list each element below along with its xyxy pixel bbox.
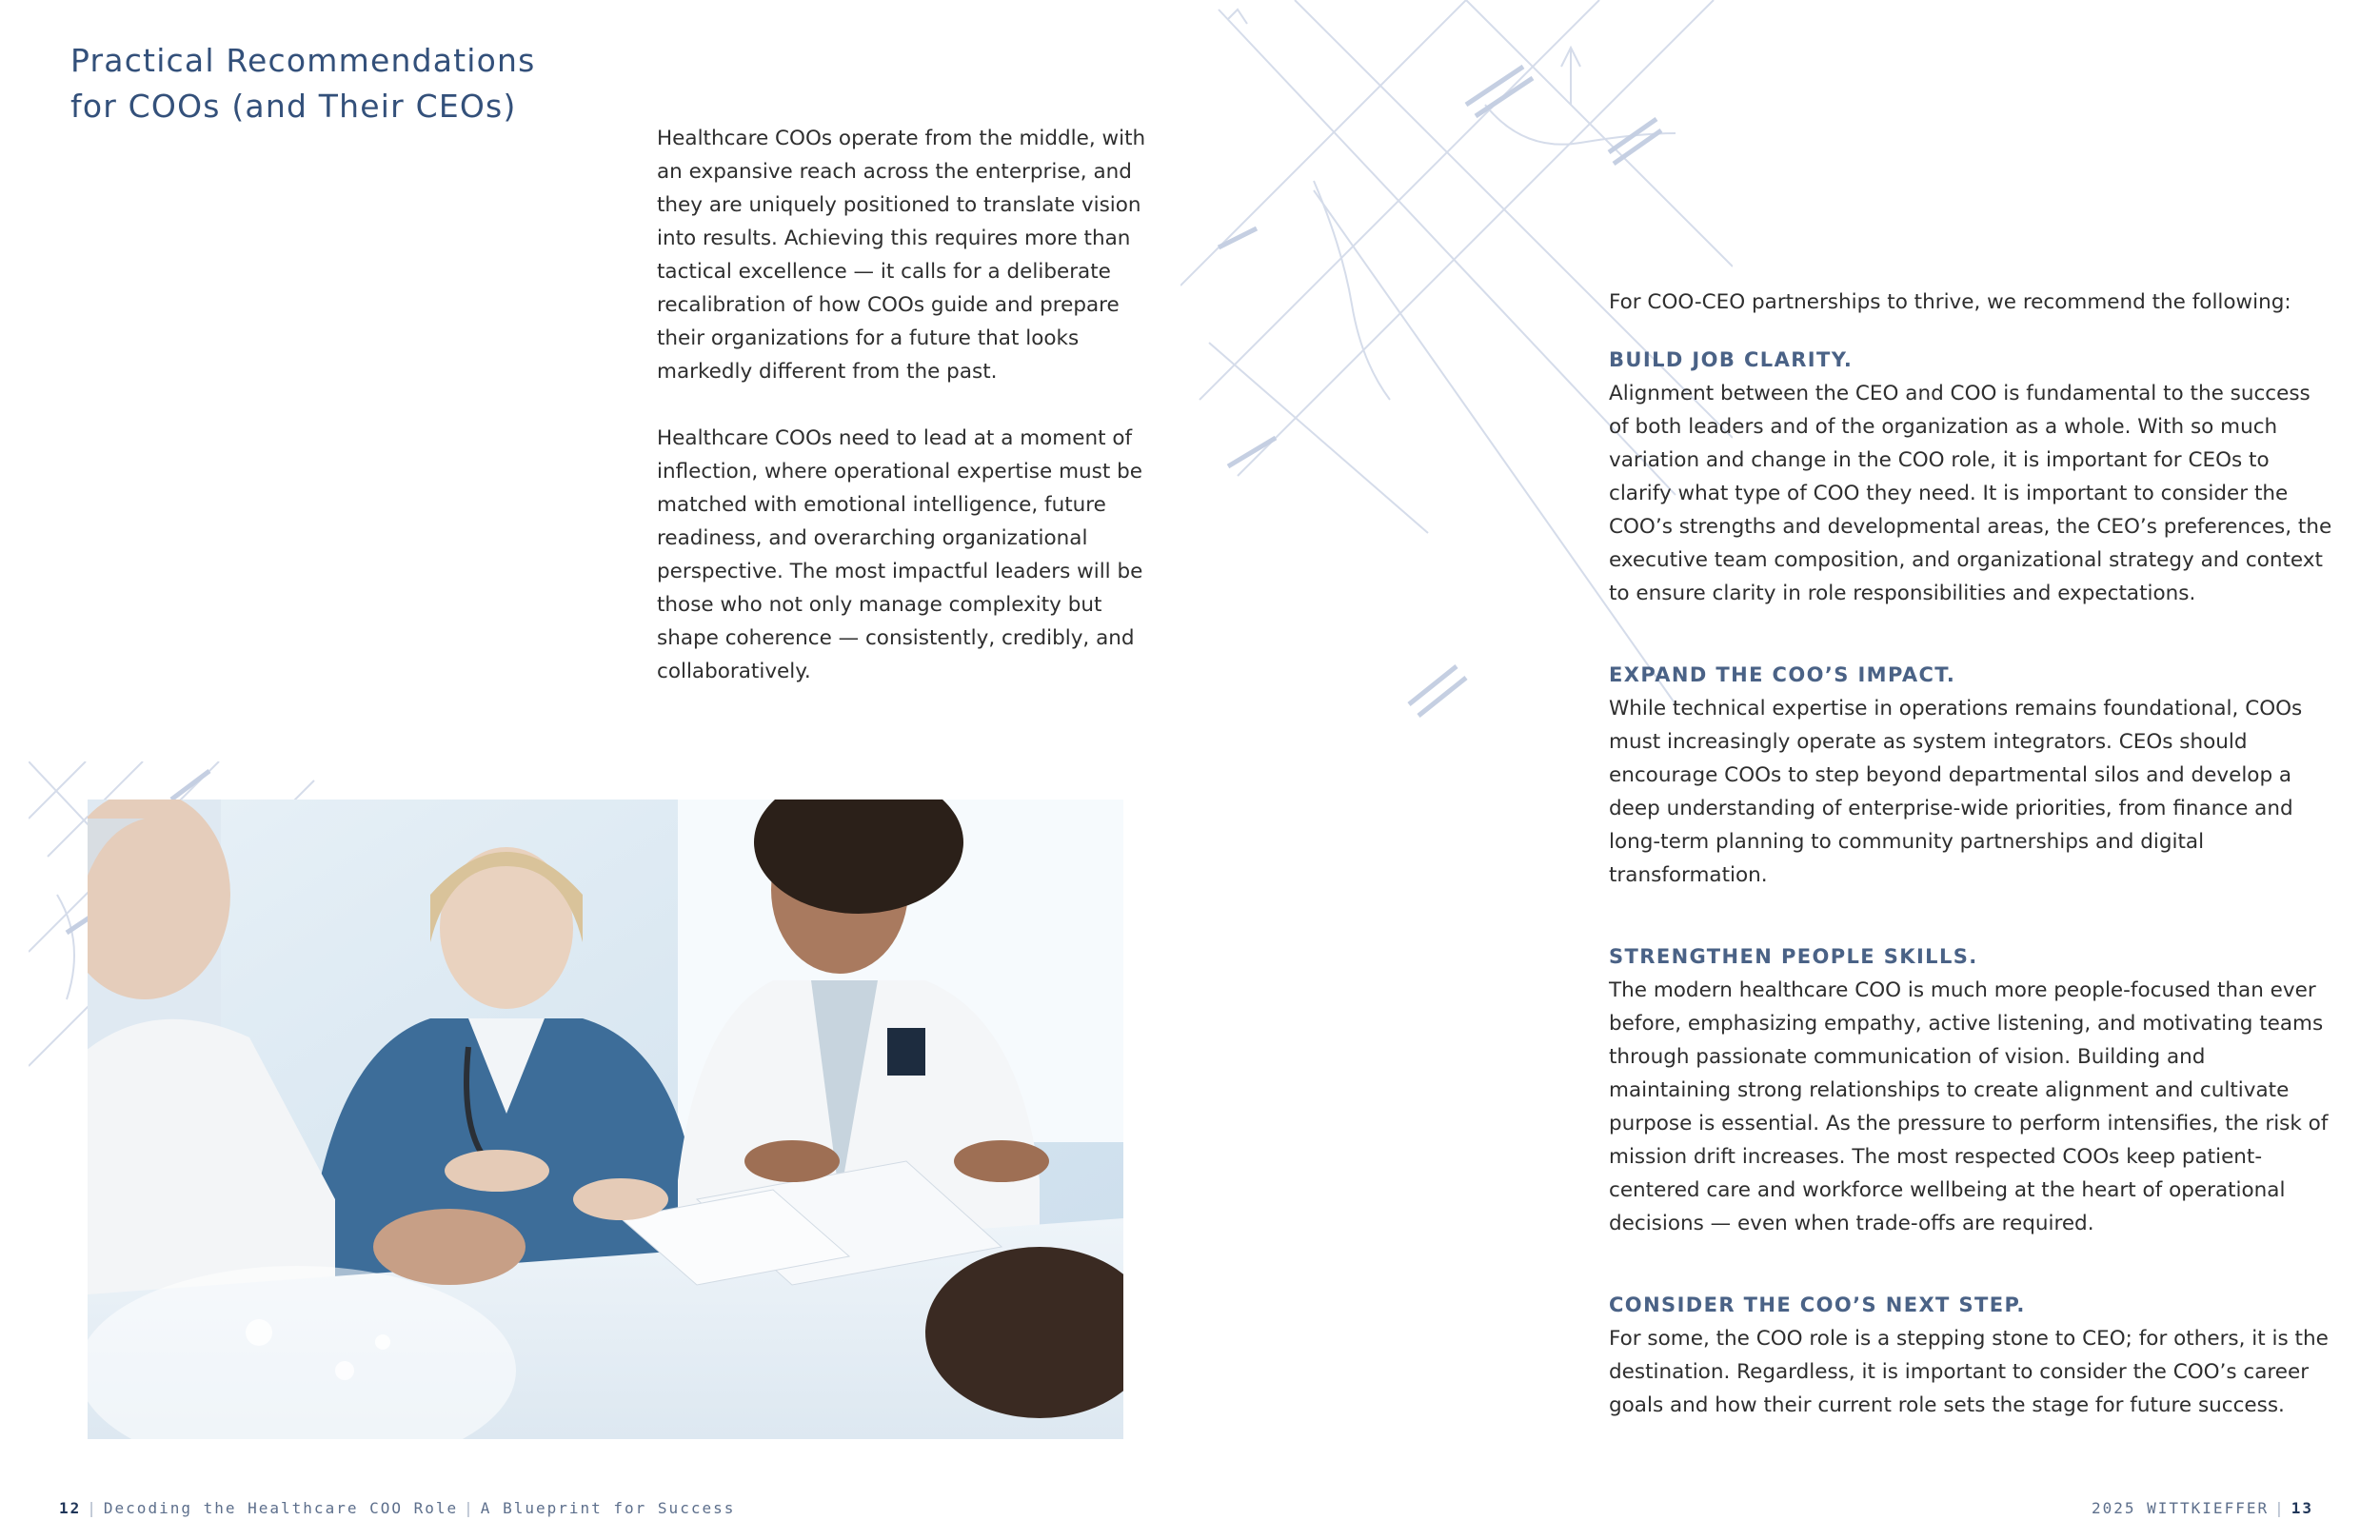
footer-publication-title: Decoding the Healthcare COO Role bbox=[103, 1499, 459, 1517]
recommendation-build-job-clarity bbox=[1609, 344, 2332, 610]
footer-publication-subtitle: A Blueprint for Success bbox=[480, 1499, 736, 1517]
recommendation-heading: EXPAND THE COO’S IMPACT. bbox=[1609, 663, 1956, 686]
intro-paragraph: Healthcare COOs operate from the middle, with an expansive reach across the enterprise, and they are uniquely positioned to translate vision into results. Achieving this requires more than tactical excellence — it calls for a deliberate recalibration of how COOs guide and prepare their organizations for a future that looks markedly different from the past. bbox=[657, 127, 1146, 384]
intro-paragraph: Healthcare COOs need to lead at a moment of inflection, where operational expertise must be matched with emotional intelligence, future readiness, and overarching organizational perspective. The most impactful leaders will be those who not only manage complexity but shape coherence — consistently, credibly, and collaboratively. bbox=[657, 426, 1143, 683]
recommendation-people-skills bbox=[1609, 940, 2332, 1240]
recommendation-body: The modern healthcare COO is much more people-focused than ever before, emphasizing empathy, active listening, and motivating teams through passionate communication of vision. Building and maintaining strong relationships to create alignment and cultivate purpose is essential. As the pressure to perform intensifies, the risk of mission drift increases. The most respected COOs keep patient-centered care and workforce wellbeing at the heart of operational decisions — even when trade-offs are required. bbox=[1609, 978, 2329, 1235]
recommendation-body: For some, the COO role is a stepping stone to CEO; for others, it is the destination. Regardless, it is important to consider the COO’s career goals and how their current role sets the stage for future success. bbox=[1609, 1327, 2329, 1417]
recommendations-column bbox=[1609, 286, 2332, 1471]
page-title-line-2: for COOs (and Their CEOs) bbox=[70, 88, 517, 125]
footer-right bbox=[2092, 1499, 2313, 1517]
recommendation-body: Alignment between the CEO and COO is fundamental to the success of both leaders and of the organization as a whole. With so much variation and change in the COO role, it is important for CEOs to clarify what type of COO they need. It is important to consider the COO’s strengths and developmental areas, the CEO’s preferences, the executive team composition, and organizational strategy and context to ensure clarity in role responsibilities and expectations. bbox=[1609, 382, 2332, 605]
intro-column bbox=[657, 122, 1152, 721]
recommendation-next-step bbox=[1609, 1289, 2332, 1422]
footer-separator: | bbox=[2274, 1499, 2286, 1517]
recommendation-heading: BUILD JOB CLARITY. bbox=[1609, 348, 1854, 371]
photo-healthcare-team-meeting-icon bbox=[88, 800, 1123, 1439]
page-title bbox=[70, 38, 642, 129]
photo-healthcare-team bbox=[88, 800, 1123, 1439]
footer-left bbox=[59, 1499, 735, 1517]
page-title-line-1: Practical Recommendations bbox=[70, 42, 536, 79]
page-number-right: 13 bbox=[2291, 1499, 2313, 1517]
recommendation-body: While technical expertise in operations remains foundational, COOs must increasingly operate as system integrators. CEOs should encourage COOs to step beyond departmental silos and develop a deep understanding of enterprise-wide priorities, from finance and long-term planning to community partnerships and digital transformation. bbox=[1609, 697, 2303, 887]
footer-brand: 2025 WITTKIEFFER bbox=[2091, 1499, 2270, 1517]
recommendation-heading: STRENGTHEN PEOPLE SKILLS. bbox=[1609, 945, 1978, 968]
recommendation-expand-impact bbox=[1609, 659, 2332, 892]
footer-separator: | bbox=[464, 1499, 475, 1517]
recommendation-heading: CONSIDER THE COO’S NEXT STEP. bbox=[1609, 1293, 2026, 1316]
recommendations-lead: For COO-CEO partnerships to thrive, we recommend the following: bbox=[1609, 290, 2291, 314]
footer-separator: | bbox=[87, 1499, 98, 1517]
page-number-left: 12 bbox=[59, 1499, 82, 1517]
